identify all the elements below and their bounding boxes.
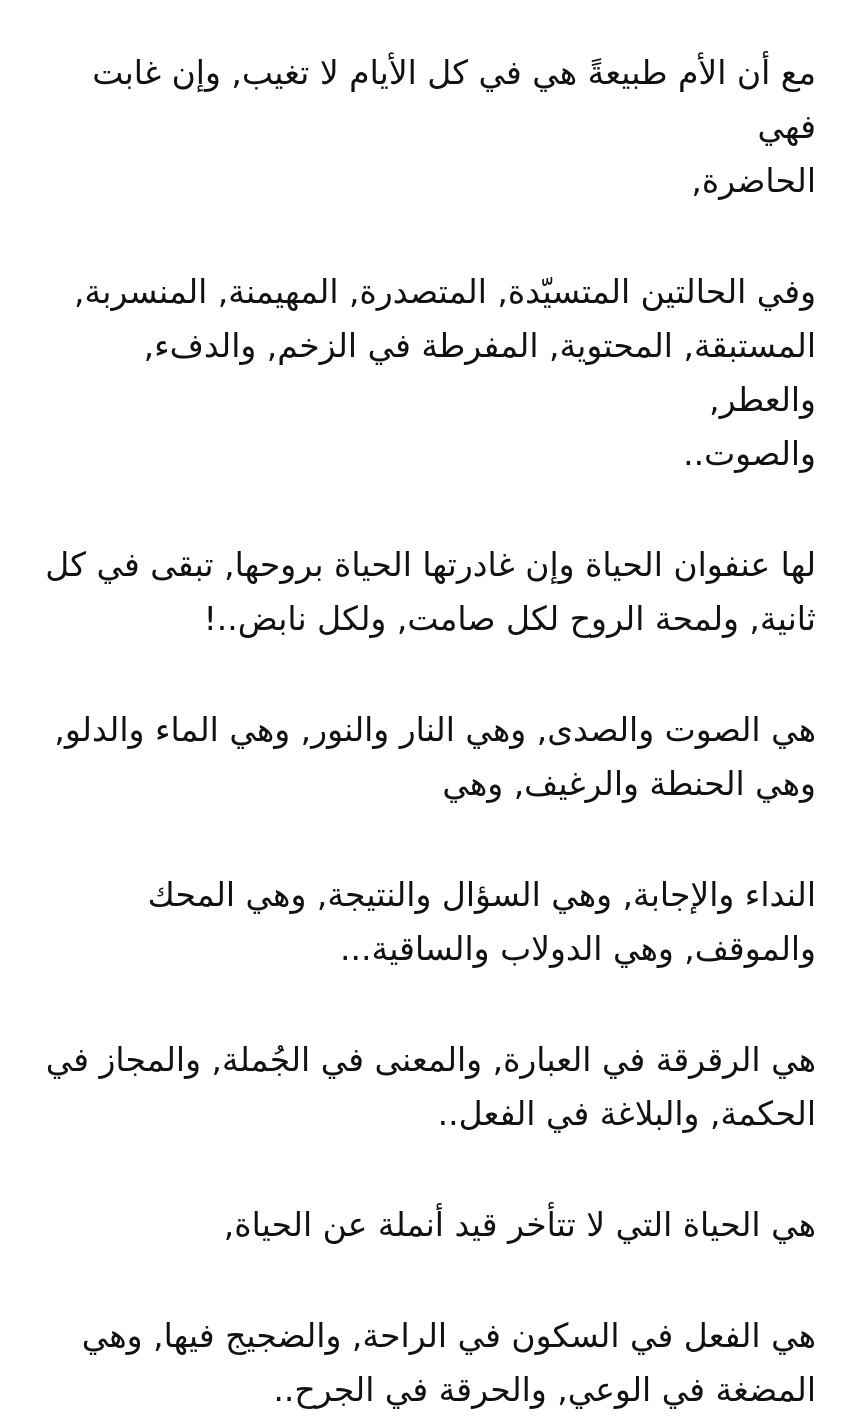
paragraph-4: هي الصوت والصدى, وهي النار والنور, وهي الماء والدلو, وهي الحنطة والرغيف, وهي xyxy=(54,710,816,803)
paragraph-7: هي الحياة التي لا تتأخر قيد أنملة عن الحياة, xyxy=(223,1205,816,1244)
paragraph-2: وفي الحالتين المتسيّدة, المتصدرة, المهيمنة, المنسربة, المستبقة, المحتوية, المفرطة في الزخم, والدفء, والعطر, والصوت.. xyxy=(74,272,816,473)
paragraph-6: هي الرقرقة في العبارة, والمعنى في الجُملة, والمجاز في الحكمة, والبلاغة في الفعل.. xyxy=(45,1040,816,1133)
paragraph-1: مع أن الأم طبيعةً هي في كل الأيام لا تغيب, وإن غابت فهي الحاضرة, xyxy=(92,53,816,200)
article-body xyxy=(38,46,816,1417)
paragraph-5: النداء والإجابة, وهي السؤال والنتيجة, وهي المحك والموقف, وهي الدولاب والساقية... xyxy=(147,875,816,968)
paragraph-3: لها عنفوان الحياة وإن غادرتها الحياة بروحها, تبقى في كل ثانية, ولمحة الروح لكل صامت, ولكل نابض..! xyxy=(45,545,816,638)
paragraph-8: هي الفعل في السكون في الراحة, والضجيج فيها, وهي المضغة في الوعي, والحرقة في الجرح.. xyxy=(81,1316,816,1409)
